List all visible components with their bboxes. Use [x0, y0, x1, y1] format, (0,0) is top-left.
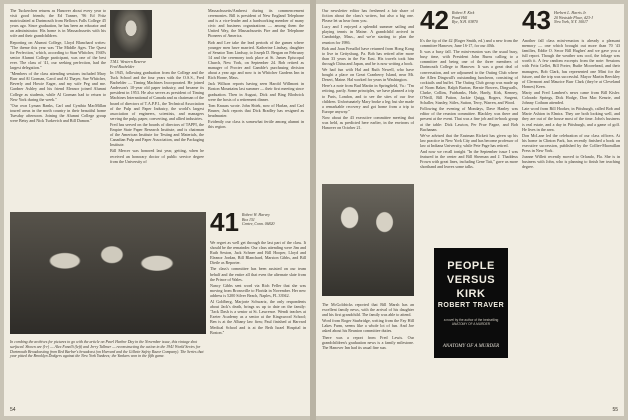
paragraph: Word from Roger Sturbridge, writing from the Fay Hill Lakes Farm, seems like a whole lot of fun. And Joe asked about his Reunion committee duties. [322, 318, 414, 334]
paragraph: We had fun with Hal and Ruth Newell, who have bought a place on Great Cranberry Island, near Mt. Desert, Maine. Hal worked for years in Washington. [322, 67, 414, 83]
book-title-line: PEOPLE [447, 260, 495, 272]
secretary-address: Box 151 [242, 217, 255, 222]
paragraph: There was a report from Fred Lewis. Our grandchildren's graduation news is a family milestone. The Hanover Inn had its usual fine sun. [322, 334, 414, 350]
right-page [316, 4, 624, 416]
right-column-1 [322, 8, 414, 178]
paragraph: Tom Knauss wrote. John Shiek, now of Harlan, and Carl Bruner, Jack reports that Dick Bradley has resigned as headmaster. [208, 102, 304, 118]
left-column-1 [10, 8, 106, 204]
paragraph: Now about the 43 executive committee meeting that was held, as predicted here earlier, in the environs of Hanover on October 21. [322, 114, 414, 131]
paragraph: Following the evening of Mondays, Dave Hanley was editor of the reunion committee. Blackley was there and present at the event. That was a fine job and in-book group at the table: Dick Lawton, Per Prue Pagne, and Bob Buchanan. [420, 106, 518, 132]
paragraph: Bob and Joan Freudlof have returned from Hong Kong to live in Gettysburg, Pa. Bob has retired after more than 33 years in the Far East. His travels took him through China and Japan, and he is now writing a book. [322, 45, 414, 66]
class-41-column [210, 240, 306, 406]
paragraph: Fred has served on the boards of directors of TAPPI, the Empire State Paper Research Institute, and is chairman of the American Institute for Testing and Materials, the Canadian Pulp and Paper Association, and the Packaging Institute. [110, 121, 204, 148]
paragraph: Our newsletter editor has freshened a fair share of fiction about the class's writers, but also a big one. Please let us hear from you. [322, 8, 414, 24]
paragraph: Don McLane led the celebration of our class officers. At his home in Clinton Park, has recently finished a book on executive succession, published by the Collier-Macmillan Press in New York. [522, 132, 620, 153]
paragraph: Evidently our class is somewhat fertile among alumni in this region. [208, 118, 304, 130]
left-page [4, 4, 310, 416]
portrait-photo [110, 10, 152, 58]
left-column-2 [110, 70, 204, 204]
class-secretary [452, 11, 516, 25]
paragraph: In 1945, following graduation from the College and the Tuck School and the four years with the O.S.S., Fred Bachelder — Timing Machines Incorporated. He joined Anderson's 10-year old paper industry, and became its president in 1953. He also serves as president of Timing Machines International of Canada and as chairman of the board of directors of T.A.P.P.I., the Technical Association of the Pulp and Paper Industry, the world's largest association of engineers, scientists, and managers serving the pulp, paper, converting, and allied industries. [110, 70, 204, 121]
page-number: 54 [10, 407, 16, 413]
book-title-line: VERSUS [446, 274, 496, 286]
book-cover [434, 248, 508, 358]
paragraph: Reporting on Alumni College, Lloyd Blanchard writes: "The theme this year was 'The Middle Ages. The Quest for Perfection,' which, according to Stan Whitcher, 1940's senior Alumni College participant, was one of the best ever. The class of '41, our seeking perfection, had the largest delegation." [10, 39, 106, 71]
paragraph: Bob and Lee take the lead periods of the games where younger men have married. Katherine Lindsay, daughter of Senator Tom Lindsay, to Joseph D. Bergan on February 14 and the ceremony took place at St. James Episcopal Church, New York, on September 24. Bob retired as manager of Procter and Gamble's purchasing division about a year ago and now is in Whitcher Gardens Inn in Rich Horne, Mass. [208, 39, 304, 81]
secretary-name: Robert W. Harvey [242, 213, 270, 217]
class-number: 43 [522, 5, 551, 35]
class-number: 42 [420, 5, 449, 35]
paragraph: And now we recall tonight "In the September issue I was featured in the center and Bill Sherman and J. Thaddeus Frown with great lines, including Gene Tait," gave us more shorthand and leaves some talks. [420, 148, 518, 170]
paragraph: We regret as well get through the last part of the class. It should be the remainder. Our class attending were Jim and Ruth Sexton, Jack Schnee and Bill Hooper, Lloyd and Eleanor Jordan, Bill Blanchard, Marston Gibbs, and Bill Dietle as Reporter. [210, 240, 306, 266]
class-number: 41 [210, 207, 239, 237]
paragraph: We've advised that the Eastman Rickett has given up his law practice in New York City and has become professor of law at Indiana University, while Pete Page has retired. [420, 132, 518, 148]
secretary-name: Robert F. Kirk [452, 11, 475, 15]
vintage-photo-caption: In combing the archives for pictures to go with the article on Pearl Harbor Day in the November issue, this vintage shot surfaced. Shown are (l-r) — Alex Fanelli (left) and Jerry Tallmer — reconstructing the action in the 1941 World Series for Dartmouth Broadcasting from Red Barber's broadcast (on Harvard and the Gillette Safety Razor Company). The Series that year pitted the Brooklyn Dodgers against the New York Yankees; the Yankees won in the fifth game. [10, 340, 204, 359]
class-43-header [522, 5, 620, 35]
page-number: 55 [612, 407, 618, 413]
class-42-header [420, 5, 518, 35]
left-column-3 [208, 8, 304, 204]
class-41-header [210, 207, 306, 237]
vintage-group-photo [10, 212, 206, 334]
paragraph: It's the tip of the 42 (Roger Smith, ed.) and a new from the committee Hanover, June 16-17, for our 40th. [420, 38, 518, 49]
paragraph: It was a busy fall. The mini-reunion was the usual busy, busy time, with President John Burns calling to a committee and being one of the three members of Dartmouth College to Hanover. It was a great deal of conversation, and we adjourned to the Outing Club where the Allen Dingwall's outstanding luncheon, consisting of cocktails and buffet. The Outing Club group was made up of Norm Baker, Ralph Burton, Bernie Bowers, Dingwalls, Clarke, Collins, Fairbanks, Hale, Hardy, Kirk, Kenney, O'Neill, Bill Patton, Jackie Quigg, Rogers, Sargent, Schaller, Stanley, Stiles, Sutton, Terry, Warren, and Wood. [420, 49, 518, 106]
secretary-name: Herbert L. Harris Jr. [554, 11, 587, 15]
secretary-address: 20 Westside Place, #23-J [554, 15, 593, 20]
couple-photo [322, 184, 414, 296]
book-title-line: KIRK [456, 288, 486, 300]
paragraph: Here's a note from Bud Martin in Springfield, Va.: "I'm retiring, partly. Some principles, we have planned a trip to Paris, London, and to see the sites of our five children. Unfortunately Mary broke a leg; but she made a remarkable recovery and got home from a trip to Europe anyway." [322, 83, 414, 114]
secretary-address: Pond Hill [452, 15, 468, 20]
class-43-column [522, 38, 620, 408]
paragraph: Lucy and I enjoyed a splendid summer sailing and playing tennis in Maine. A grandchild arrived in Cambridge, Mass., and we're starting to plan the reunion for 1986. [322, 24, 414, 45]
paragraph: The Tuckerchen returns as Hanover about every year to visit good friends; the Ed Tanner, '96 Ed Fritz matriculated at Dartmouth from Bellows Falls College 45 years ago. Since graduation, he has been an educator and an administrator. His home is in Massachusetts with his wife and their grandchildren. [10, 8, 106, 39]
book-blurb: a novel by the author of the bestselling ANATOMY OF A MURDER [443, 318, 499, 326]
book-author: ROBERT TRAVER [437, 302, 505, 309]
paragraph: Another fall class mini-reunion is already a pleasant memory — one which brought out more than 70 '43 families, Eddie O. Secor Bill Hughes' and we gave you a full report. Though the weather was cool, the foliage was worth it. A few random excerpts from the note: Sessions with Fritz Gellet, Bill Porter, Budie Moorehead, and their managers, Bob Clark, has represented one Mini for the future, and the trip was successful. Mayor Martin Beeckley of Clermont and Maurice Burr Clark (they're at Cleveland Homes) Keen. [522, 38, 620, 89]
paragraph: Late word from Bill Hooker, in Pittsburgh, called Bob and Marie Ashton in Elmira. They are both looking well, and they are out of the house most of the time. John's business is real estate, and a day in Pittsburgh, and a game of golf. He lives in the area. [522, 106, 620, 132]
paragraph: "Our own Lyman Banks, Carl and Cynthia MacMillan toured areas in the north country in their beautiful home Tuesday afternoon. Joining the Alumni College group were Betsy and Nick Turkevich and Bill Damon." [10, 102, 106, 123]
class-secretary [242, 213, 304, 227]
class-secretary [554, 11, 618, 25]
paragraph: Nancy Gibbs sent word via Rich Feller that she was moving from Bronxville to Florida in November. Her new address is 5200 Silver Beach, Naples, FL 33942. [210, 282, 306, 298]
paragraph: Jack Willson reports having seen Harold Willmont in Boston Mountains last summer — their first meeting since graduation. Then in August, Dick and Bing Blodwick were the hosts of a retirement dinner. [208, 81, 304, 102]
paragraph: Bill Mercer was honored last year, getting, when he received an honorary doctor of public service degree from the University of [110, 148, 204, 164]
book-subtitle: ANATOMY OF A MURDER [442, 344, 500, 349]
secretary-city: Centre, Conn. 06820 [242, 222, 275, 227]
portrait-caption: T.M.I. Western Reserve Fred Bachelder [110, 60, 146, 69]
paragraph: Marty and Fred Lambert's news came from Bill Kisler. Colorado Springs, Dick Hodge, Don Mac Kenzie, and Johnny Cothran attended. [522, 89, 620, 106]
secretary-city: Rye, N.H. 03870 [452, 20, 478, 25]
paragraph: Massachusetts/Amherst during its commencement ceremonies. Bill is president of New England Telephone and is a vice-leader and a hardworking member of many civic and business organizations — among them the United Way, the Massachusetts Fire and the Telephone Pioneers of America. [208, 8, 304, 39]
right-column-1-lower [322, 302, 414, 408]
paragraph: The McGoldricks reported that Bill Marsh has an excellent family news, with the arrival of his daughter and his first grandchild. The family was able to attend. [322, 302, 414, 318]
paragraph: "Members of the class attending sessions included Mary Burr and Al Gorman, Carol and Al Thayer, Sue Whitcher, Beverly and Howie Eager, and my wife Peg and me. Gardner Ashley and his friend Eleanor joined Alumni College as students, while Al Gorman had to return to New York during the week." [10, 71, 106, 102]
paragraph: Joanne Willett recently moved to Orlando, Fla. She is in business with John, who is planning to finish her teaching degree. [522, 154, 620, 170]
paragraph: Al Goldberg, Marjorie Schwartz, the only respondents about Jack's death, brings us up to date on the family: "Jack Dash is a senior at St. Lawrence. Wendi teaches at Exeter Academy as a senior at the Kingswood School; Ben is at the Albany law firm; Paul finished at Harvard Medical School and is at the Beth Israel Hospital in Boston." [210, 299, 306, 335]
paragraph: The class's committee has been assisted on our team behalf and the entire all that even the alternate slate from the Prince of Wales. [210, 266, 306, 282]
secretary-city: New York, N.Y. 10017 [554, 20, 588, 25]
